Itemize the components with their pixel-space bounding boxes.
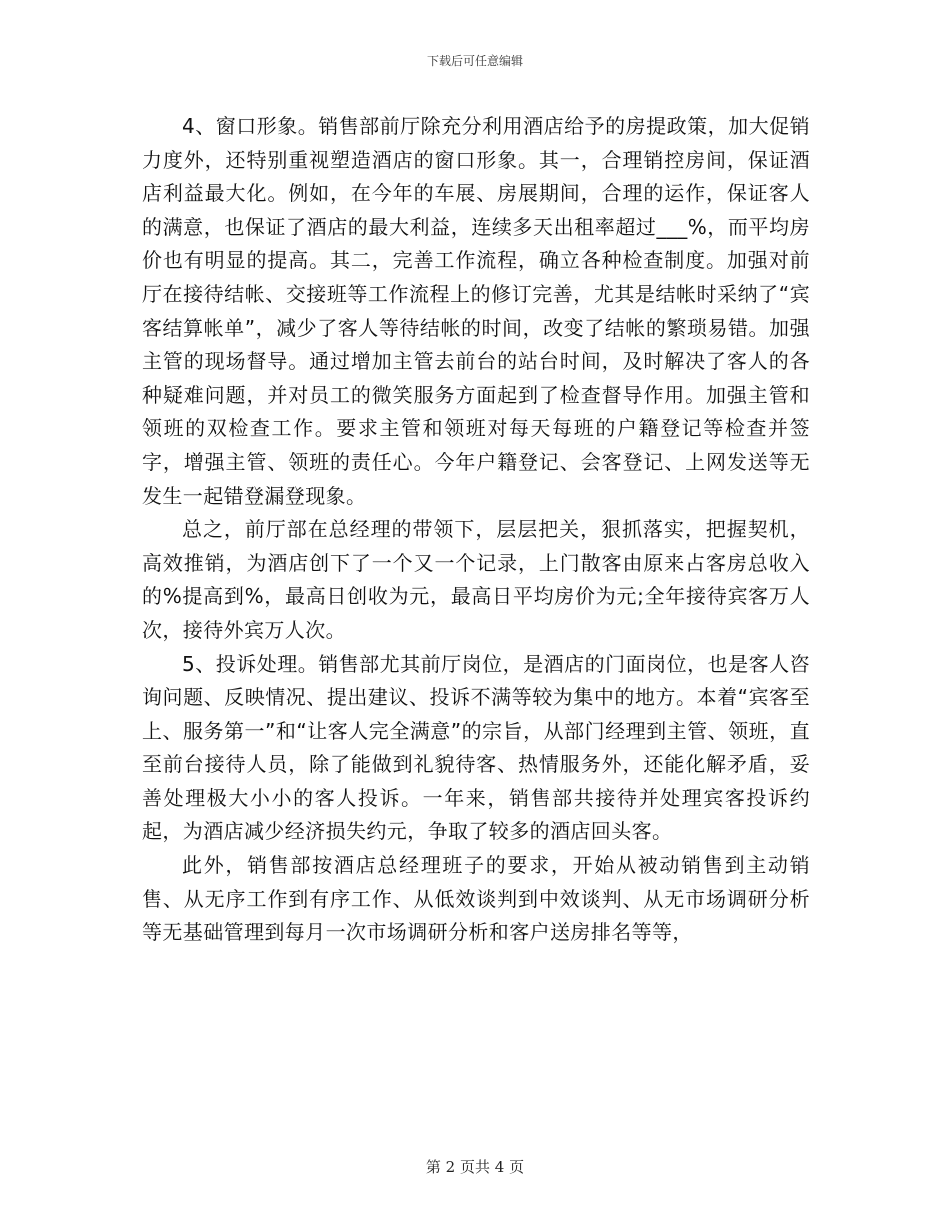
paragraph-complaint-handling: 5、投诉处理。销售部尤其前厅岗位，是酒店的门面岗位，也是客人咨询问题、反映情况、提出建议、投诉不满等较为集中的地方。本着“宾客至上、服务第一”和“让客人完全满意”的宗旨，从部门经理到主管、领班，直至前台接待人员，除了能做到礼貌待客、热情服务外，还能化解矛盾，妥善处理极大小小的客人投诉。一年来，销售部共接待并处理宾客投诉约起，为酒店减少经济损失约元，争取了较多的酒店回头客。: [142, 651, 810, 844]
document-body: [142, 110, 810, 950]
paragraph-additionally: 此外，销售部按酒店总经理班子的要求，开始从被动销售到主动销售、从无序工作到有序工作、从低效谈判到中效谈判、从无市场调研分析等无基础管理到每月一次市场调研分析和客户送房排名等等，: [142, 853, 810, 945]
page-header: 下载后可任意编辑: [426, 54, 523, 68]
paragraph-window-image: 4、窗口形象。销售部前厅除充分利用酒店给予的房提政策，加大促销力度外，还特别重视塑造酒店的窗口形象。其一，合理销控房间，保证酒店利益最大化。例如，在今年的车展、房展期间，合理的运作，保证客人的满意，也保证了酒店的最大利益，连续多天出租率超过___%，而平均房价也有明显的提高。其二，完善工作流程，确立各种检查制度。加强对前厅在接待结帐、交接班等工作流程上的修订完善，尤其是结帐时采纳了“宾客结算帐单”，减少了客人等待结帐的时间，改变了结帐的繁琐易错。加强主管的现场督导。通过增加主管去前台的站台时间，及时解决了客人的各种疑难问题，并对员工的微笑服务方面起到了检查督导作用。加强主管和领班的双检查工作。要求主管和领班对每天每班的户籍登记等检查并签字，增强主管、领班的责任心。今年户籍登记、会客登记、上网发送等无发生一起错登漏登现象。: [142, 114, 810, 508]
paragraph-summary: 总之，前厅部在总经理的带领下，层层把关，狠抓落实，把握契机，高效推销，为酒店创下了一个又一个记录，上门散客由原来占客房总收入的%提高到%，最高日创收为元，最高日平均房价为元;全年接待宾客万人次，接待外宾万人次。: [142, 517, 810, 642]
page-footer: 第 2 页共 4 页: [425, 1158, 525, 1176]
